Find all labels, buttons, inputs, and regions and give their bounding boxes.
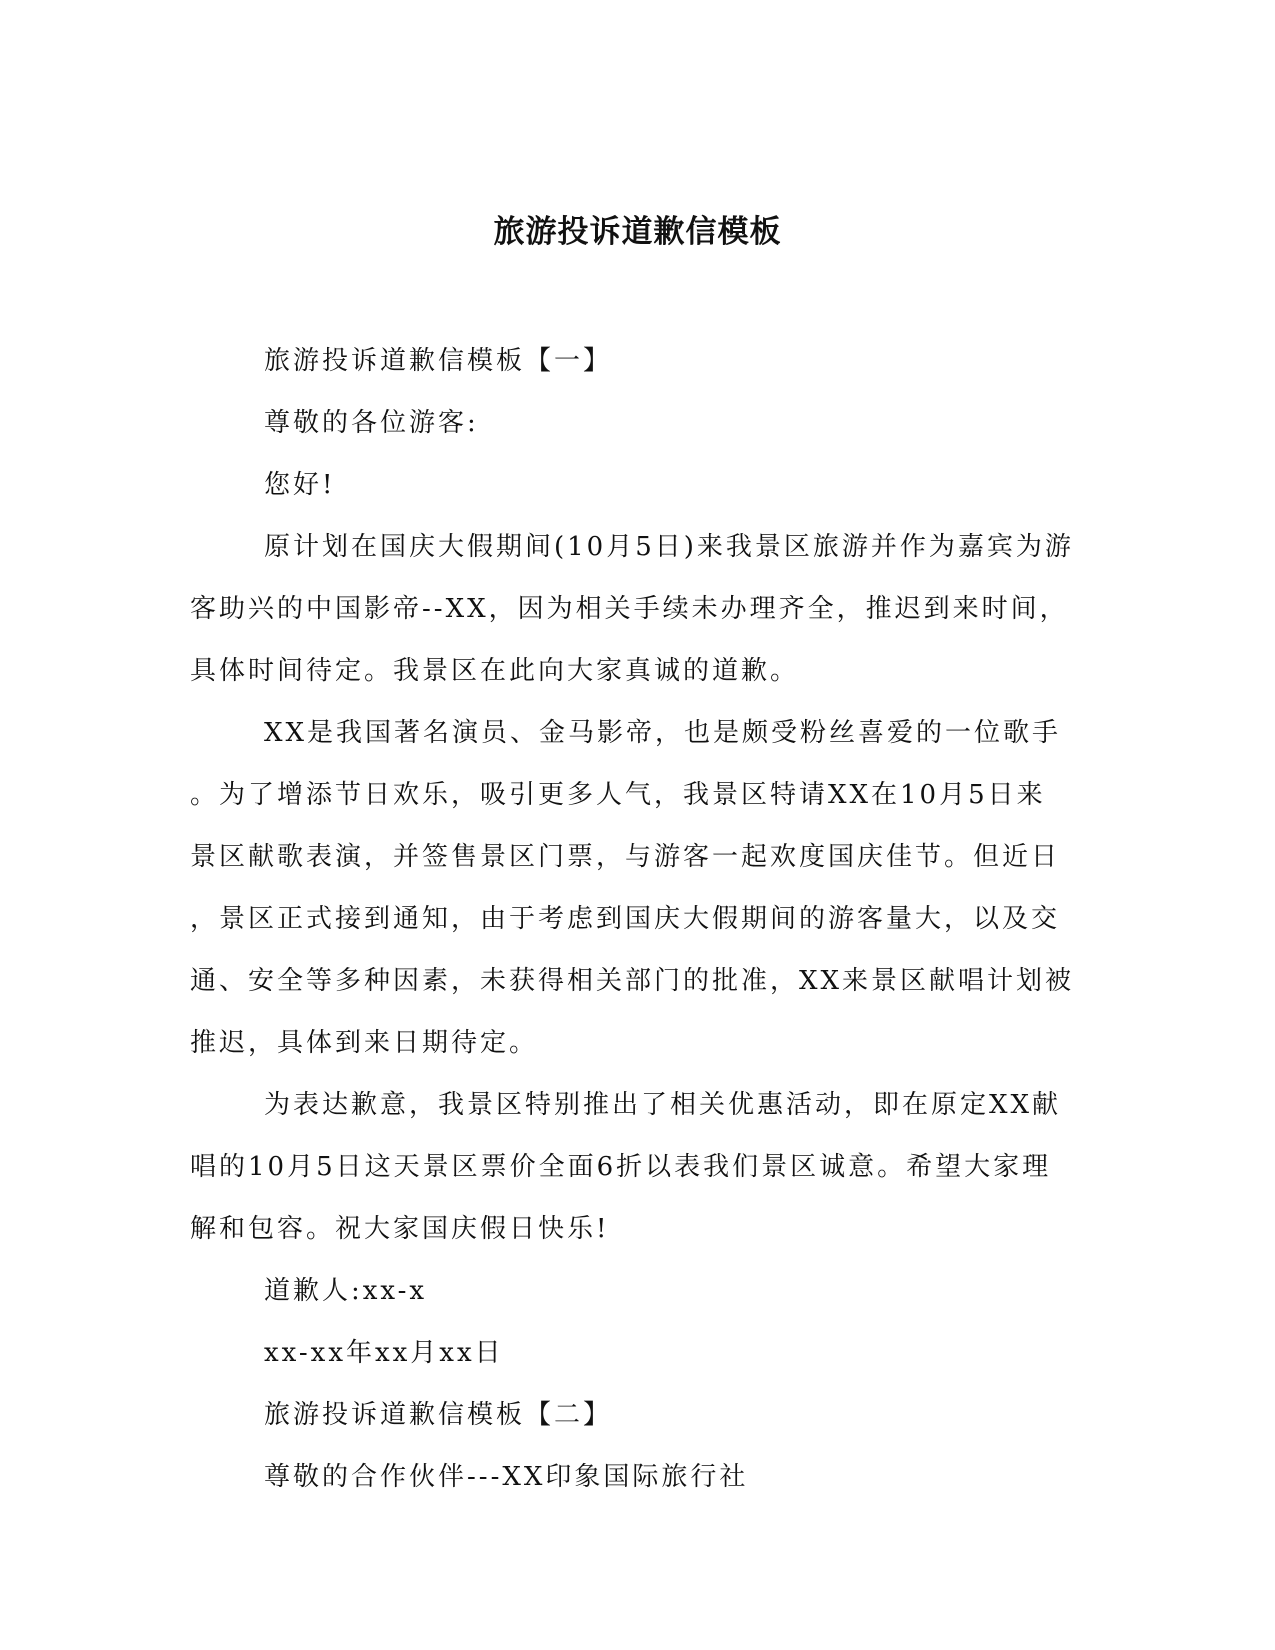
paragraph-2-line-3: 景区献歌表演，并签售景区门票，与游客一起欢度国庆佳节。但近日 xyxy=(190,842,1061,872)
paragraph-2-line-5: 通、安全等多种因素，未获得相关部门的批准，XX来景区献唱计划被 xyxy=(190,966,1075,996)
paragraph-2-line-4: ，景区正式接到通知，由于考虑到国庆大假期间的游客量大，以及交 xyxy=(190,904,1061,934)
paragraph-1-line-1: 原计划在国庆大假期间(10月5日)来我景区旅游并作为嘉宾为游 xyxy=(264,532,1074,562)
salutation-2: 尊敬的合作伙伴---XX印象国际旅行社 xyxy=(264,1462,749,1492)
paragraph-3-line-2: 唱的10月5日这天景区票价全面6折以表我们景区诚意。希望大家理 xyxy=(190,1152,1052,1182)
salutation: 尊敬的各位游客: xyxy=(264,408,479,438)
paragraph-3-line-3: 解和包容。祝大家国庆假日快乐! xyxy=(190,1214,610,1244)
signature: 道歉人:xx-x xyxy=(264,1276,428,1306)
section-heading-1: 旅游投诉道歉信模板【一】 xyxy=(264,346,613,376)
paragraph-2-line-2: 。为了增添节日欢乐，吸引更多人气，我景区特请XX在10月5日来 xyxy=(190,780,1046,810)
section-heading-2: 旅游投诉道歉信模板【二】 xyxy=(264,1400,613,1430)
document-body xyxy=(190,330,1080,1508)
document-title: 旅游投诉道歉信模板 xyxy=(493,214,782,250)
paragraph-3-line-1: 为表达歉意，我景区特别推出了相关优惠活动，即在原定XX献 xyxy=(264,1090,1062,1120)
paragraph-1-line-2: 客助兴的中国影帝--XX，因为相关手续未办理齐全，推迟到来时间， xyxy=(190,594,1069,624)
paragraph-2-line-6: 推迟，具体到来日期待定。 xyxy=(190,1028,539,1058)
greeting: 您好! xyxy=(264,470,336,500)
paragraph-1-line-3: 具体时间待定。我景区在此向大家真诚的道歉。 xyxy=(190,656,800,686)
paragraph-2-line-1: XX是我国著名演员、金马影帝，也是颇受粉丝喜爱的一位歌手 xyxy=(264,718,1062,748)
date-line: xx-xx年xx月xx日 xyxy=(264,1338,504,1368)
